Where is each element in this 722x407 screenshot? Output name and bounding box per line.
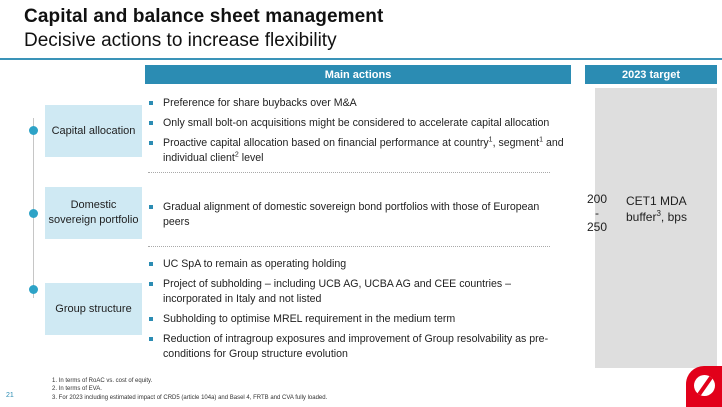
target-column-background bbox=[595, 88, 717, 368]
bullet-marker bbox=[149, 141, 153, 145]
capital-allocation-bullets bbox=[148, 96, 568, 171]
title-divider bbox=[0, 58, 722, 60]
category-label: Group structure bbox=[55, 302, 132, 315]
unicredit-logo bbox=[686, 366, 722, 407]
target-header: 2023 target bbox=[585, 65, 717, 84]
main-actions-header: Main actions bbox=[145, 65, 571, 84]
page-subtitle: Decisive actions to increase flexibility bbox=[24, 30, 337, 51]
bullet-marker bbox=[149, 205, 153, 209]
list-item: Only small bolt-on acquisitions might be considered to accelerate capital allocation bbox=[148, 116, 568, 131]
list-item: Subholding to optimise MREL requirement in the medium term bbox=[148, 312, 568, 327]
timeline-line bbox=[33, 118, 34, 298]
bullet-marker bbox=[149, 337, 153, 341]
logo-mark-icon bbox=[694, 375, 715, 396]
list-item: Preference for share buybacks over M&A bbox=[148, 96, 568, 111]
bullet-marker bbox=[149, 317, 153, 321]
category-label: Domestic sovereign portfolio bbox=[48, 199, 139, 226]
bullet-marker bbox=[149, 121, 153, 125]
bullet-marker bbox=[149, 282, 153, 286]
sovereign-portfolio-bullets bbox=[148, 200, 568, 235]
section-separator bbox=[148, 172, 550, 173]
category-capital-allocation bbox=[45, 105, 142, 157]
bullet-marker bbox=[149, 101, 153, 105]
category-group-structure bbox=[45, 283, 142, 335]
timeline-dot-capital-allocation bbox=[29, 126, 38, 135]
category-label: Capital allocation bbox=[51, 124, 136, 137]
target-label: CET1 MDA buffer$^3$, bps bbox=[626, 194, 687, 224]
bullet-marker bbox=[149, 262, 153, 266]
footnote: 2. In terms of EVA. bbox=[52, 386, 102, 393]
page-title: Capital and balance sheet management bbox=[24, 6, 384, 27]
section-separator bbox=[148, 246, 550, 247]
list-item: Project of subholding – including UCB AG, UCBA AG and CEE countries – incorporated in Italy and not listed bbox=[148, 277, 568, 307]
footnote: 3. For 2023 including estimated impact of CRD5 (article 104a) and Basel 4, FRTB and CVA fully loaded. bbox=[52, 394, 328, 401]
category-domestic-sovereign-portfolio bbox=[45, 187, 142, 239]
footnote: 1. In terms of RoAC vs. cost of equity. bbox=[52, 378, 153, 384]
list-item: Reduction of intragroup exposures and improvement of Group resolvability as pre-conditions for Group structure evolution bbox=[148, 332, 568, 362]
page-number: 21 bbox=[6, 392, 14, 399]
target-value: 200 - 250 bbox=[586, 192, 608, 234]
list-item: Proactive capital allocation based on financial performance at country$^1$, segment$^1$ and individual client$^2$ level bbox=[148, 136, 568, 166]
list-item: Gradual alignment of domestic sovereign bond portfolios with those of European peers bbox=[148, 200, 568, 230]
list-item: UC SpA to remain as operating holding bbox=[148, 257, 568, 272]
timeline-dot-group-structure bbox=[29, 285, 38, 294]
footnotes bbox=[52, 377, 327, 402]
group-structure-bullets bbox=[148, 257, 568, 367]
timeline-dot-sovereign-portfolio bbox=[29, 209, 38, 218]
